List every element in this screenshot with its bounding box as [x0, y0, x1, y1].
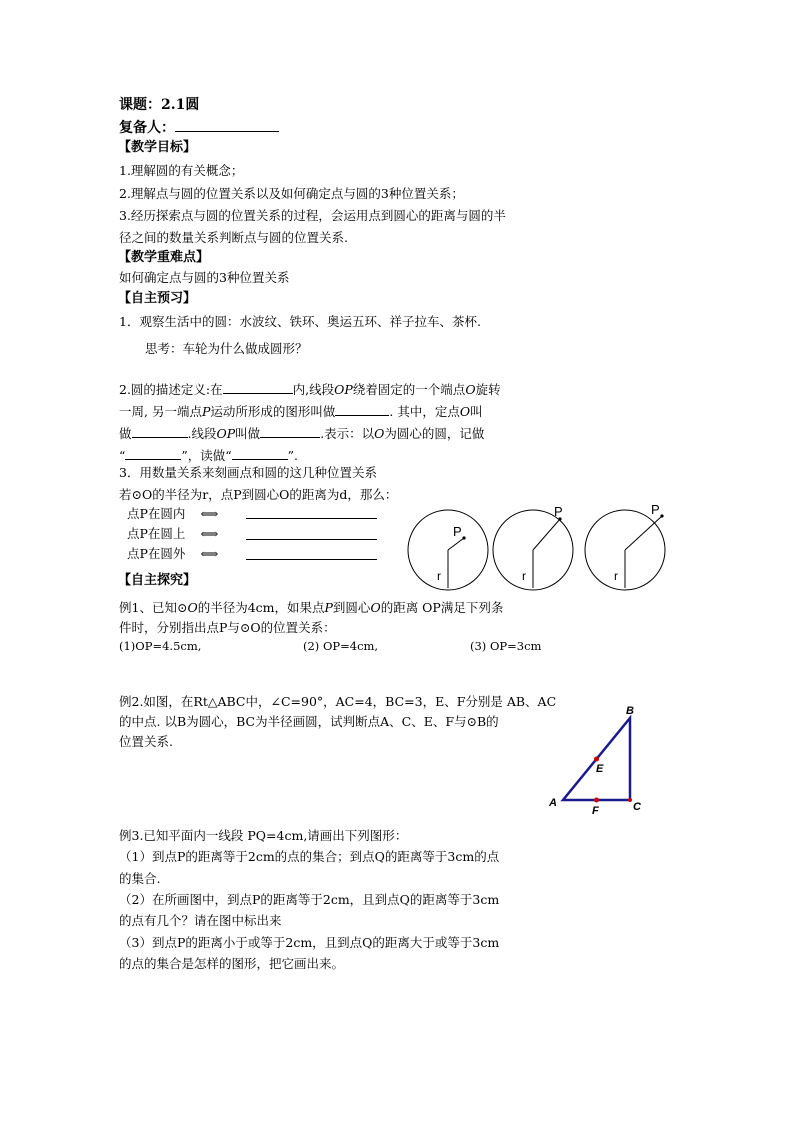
example3-line: 的点的集合是怎样的图形，把它画出来。 [119, 956, 345, 971]
preparer-label: 复备人： [119, 120, 175, 136]
iff-arrow-icon: ⟺ [200, 546, 219, 561]
relation-inside [127, 506, 229, 522]
ex1-text: 的距离 OP满足下列条 [380, 600, 504, 615]
relation-label: 点P在圆外 [127, 546, 186, 561]
midpoint-e-dot [594, 757, 599, 762]
preview-q2-line1 [119, 381, 501, 398]
preview-q2-line4 [119, 447, 298, 464]
relation-label: 点P在圆上 [127, 526, 186, 541]
midpoint-e-label: E [596, 763, 604, 775]
fill-blank [232, 447, 288, 460]
relation-label: 点P在圆内 [127, 506, 186, 521]
q2-text: 运动所形成的图形叫做 [210, 404, 336, 419]
q2-text: “ [119, 448, 126, 463]
point-label: P [651, 502, 660, 517]
answer-line [246, 559, 377, 560]
answer-line [246, 518, 377, 519]
q2-var: O [374, 426, 385, 441]
preview-q2-line2 [119, 403, 483, 420]
radius-label: r [437, 569, 441, 583]
q2-text: ”，读做“ [181, 448, 232, 463]
q2-var: P [201, 404, 211, 419]
point-label: P [453, 524, 462, 539]
explore-heading: 【自主探究】 [118, 573, 197, 588]
example3-line: （1）到点P的距离等于2cm的点的集合；到点Q的距离等于3cm的点 [119, 849, 500, 864]
circle-point-outside [585, 502, 665, 590]
preview-heading: 【自主预习】 [118, 291, 197, 306]
iff-arrow-icon: ⟺ [200, 526, 219, 541]
example2-line: 位置关系. [119, 734, 173, 749]
preparer-blank [175, 119, 279, 132]
q2-var: OP [334, 382, 353, 397]
q2-text: 一周, 另一端点 [119, 404, 202, 419]
q2-text: 叫做 [235, 426, 261, 441]
vertex-b-label: B [626, 705, 634, 717]
ex1-text: 例1、已知⊙ [119, 600, 188, 615]
q2-text: 旋转 [475, 382, 501, 397]
objective-item: 径之间的数量关系判断点与圆的位置关系. [119, 230, 348, 245]
vertex-a-label: A [549, 797, 557, 809]
q2-text: . 其中，定点 [389, 404, 460, 419]
example1-case2: (2) OP=4cm, [303, 639, 379, 653]
radius-label: r [522, 569, 526, 583]
preview-q3-condition: 若⊙O的半径为r，点P到圆心O的距离为d，那么： [119, 487, 398, 502]
q2-text: 内,线段 [292, 382, 335, 397]
q2-text: .线段 [187, 426, 217, 441]
lesson-title: 课题：2.1圆 [119, 97, 200, 113]
answer-line [246, 539, 377, 540]
fill-blank [260, 425, 320, 438]
circle-point-on [493, 504, 573, 590]
midpoint-f-label: F [592, 805, 599, 817]
preview-q1: 1．观察生活中的圆：水波纹、铁环、奥运五环、祥子拉车、茶杯. [119, 314, 481, 329]
relation-on [127, 526, 229, 542]
fill-blank [335, 403, 389, 416]
q2-text: 为圆心的圆，记做 [384, 426, 485, 441]
example2-line: 例2.如图，在Rt△ABC中，∠C=90°，AC=4，BC=3，E、F分别是 AB、AC [119, 694, 557, 709]
ex1-var: O [187, 600, 198, 615]
q2-text: .表示：以 [320, 426, 375, 441]
preview-q1-think: 思考：车轮为什么做成圆形？ [145, 341, 308, 356]
example1-line2: 件时，分别指出点P与⊙O的位置关系： [119, 620, 336, 635]
circle-point-inside [408, 510, 488, 590]
example3-line: 的集合. [119, 871, 161, 886]
preparer-line [119, 119, 279, 136]
relation-outside [127, 546, 229, 562]
example3-line: （2）在所画图中，到点P的距离等于2cm，且到点Q的距离等于3cm [119, 892, 500, 907]
three-circles-figure [400, 498, 680, 594]
example2-line: 的中点. 以B为圆心，BC为半径画圆，试判断点A、C、E、F与⊙B的 [119, 714, 499, 729]
preview-q2-line3 [119, 425, 484, 442]
ex1-var: O [370, 600, 381, 615]
vertex-c-label: C [633, 801, 641, 813]
preview-q3: 3．用数量关系来刻画点和圆的这几种位置关系 [119, 465, 377, 480]
triangle-figure [545, 702, 645, 818]
key-points-heading: 【教学重难点】 [118, 250, 210, 265]
q2-var: OP [216, 426, 236, 441]
objective-item: 3.经历探索点与圆的位置关系的过程，会运用点到圆心的距离与圆的半 [119, 208, 506, 223]
iff-arrow-icon: ⟺ [200, 506, 219, 521]
objective-item: 1.理解圆的有关概念； [119, 163, 244, 178]
q2-text: 叫 [470, 404, 483, 419]
q2-text: ”. [287, 448, 299, 463]
ex1-text: 的半径为4cm，如果点 [197, 600, 325, 615]
fill-blank [132, 425, 188, 438]
example1-case1: (1)OP=4.5cm, [119, 639, 202, 653]
ex1-var: P [324, 600, 333, 615]
example3-line: （3）到点P的距离小于或等于2cm，且到点Q的距离大于或等于3cm [119, 935, 500, 950]
example3-line: 的点有几个？请在图中标出来 [119, 913, 282, 928]
q2-var: O [459, 404, 471, 419]
example3-line: 例3.已知平面内一线段 PQ=4cm,请画出下列图形： [119, 828, 408, 843]
objectives-heading: 【教学目标】 [118, 140, 197, 155]
q2-text: 2.圆的描述定义:在 [119, 382, 223, 397]
vertex-c-dot [628, 798, 632, 802]
example1-line1 [119, 600, 503, 616]
q2-text: 绕着固定的一个端点 [352, 382, 466, 397]
radius-label: r [614, 569, 618, 583]
example1-case3: (3) OP=3cm [470, 639, 542, 653]
fill-blank [223, 381, 293, 394]
point-label: P [554, 504, 563, 519]
q2-var: O [465, 382, 476, 397]
ex1-text: 到圆心 [332, 600, 371, 615]
objective-item: 2.理解点与圆的位置关系以及如何确定点与圆的3种位置关系； [119, 186, 464, 201]
fill-blank [125, 447, 181, 460]
key-points-text: 如何确定点与圆的3种位置关系 [119, 270, 290, 285]
q2-text: 做 [119, 426, 132, 441]
midpoint-f-dot [594, 798, 599, 803]
